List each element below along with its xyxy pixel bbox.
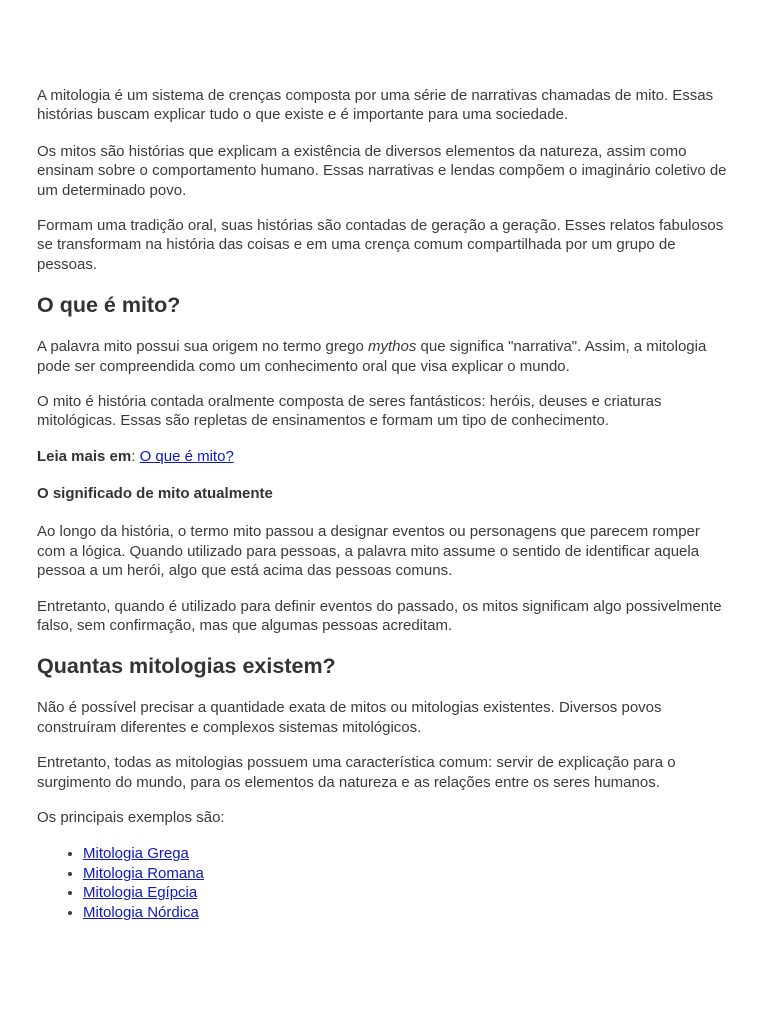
link-mitologia-egipcia[interactable]: Mitologia Egípcia — [83, 884, 198, 902]
mito-paragraph-1-after: que significa "narrativa". Assim, a mitologia pode ser compreendida como um conhecimento oral que visa explicar o mundo. — [37, 338, 707, 375]
read-more-link[interactable]: O que é mito? — [139, 447, 234, 465]
heading-quantas-mitologias: Quantas mitologias existem? — [37, 654, 336, 679]
list-item — [83, 903, 731, 922]
quantas-paragraph-1: Não é possível precisar a quantidade exata de mitos ou mitologias existentes. Diversos povos construíram diferentes e complexos sistemas mitológicos. — [37, 699, 662, 736]
intro-paragraph-1: A mitologia é um sistema de crenças composta por uma série de narrativas chamadas de mito. Essas histórias buscam explicar tudo o que existe e é importante para uma sociedade. — [37, 87, 714, 124]
read-more-line — [37, 447, 731, 466]
heading-o-que-e-mito: O que é mito? — [37, 293, 181, 318]
quantas-paragraph-2: Entretanto, todas as mitologias possuem uma característica comum: servir de explicação para o surgimento do mundo, para os elementos da natureza e as relações entre os seres humanos. — [37, 754, 676, 791]
examples-list — [37, 844, 731, 922]
mito-paragraph-2: O mito é história contada oralmente composta de seres fantásticos: heróis, deuses e criaturas mitológicas. Essas são repletas de ensinamentos e formam um tipo de conhecimento. — [37, 393, 662, 430]
link-mitologia-grega[interactable]: Mitologia Grega — [83, 845, 189, 863]
intro-paragraph-2: Os mitos são histórias que explicam a existência de diversos elementos da natureza, assim como ensinam sobre o comportamento humano. Essas narrativas e lendas compõem o imaginário coletivo de um determinado povo. — [37, 142, 727, 199]
significado-paragraph-2: Entretanto, quando é utilizado para definir eventos do passado, os mitos significam algo possivelmente falso, sem confirmação, mas que algumas pessoas acreditam. — [37, 597, 722, 634]
intro-paragraph-3: Formam uma tradição oral, suas histórias são contadas de geração a geração. Esses relatos fabulosos se transformam na história das coisas e em uma crença comum compartilhada por um grupo de pessoas. — [37, 217, 724, 273]
read-more-label: Leia mais em — [37, 447, 132, 465]
link-mitologia-romana[interactable]: Mitologia Romana — [83, 864, 204, 882]
list-item — [83, 883, 731, 902]
list-item — [83, 864, 731, 883]
list-item — [83, 844, 731, 863]
link-mitologia-nordica[interactable]: Mitologia Nórdica — [83, 903, 199, 921]
mito-paragraph-1-before: A palavra mito possui sua origem no termo grego — [37, 338, 369, 356]
heading-significado-atual: O significado de mito atualmente — [37, 485, 273, 503]
mito-paragraph-1 — [37, 337, 731, 376]
quantas-paragraph-3: Os principais exemplos são: — [37, 808, 225, 826]
mythos-term: mythos — [368, 338, 417, 356]
read-more-separator: : — [131, 447, 140, 465]
significado-paragraph-1: Ao longo da história, o termo mito passou a designar eventos ou personagens que parecem romper com a lógica. Quando utilizado para pessoas, a palavra mito assume o sentido de identificar aquela pessoa a um herói, algo que está acima das pessoas comuns. — [37, 523, 700, 580]
